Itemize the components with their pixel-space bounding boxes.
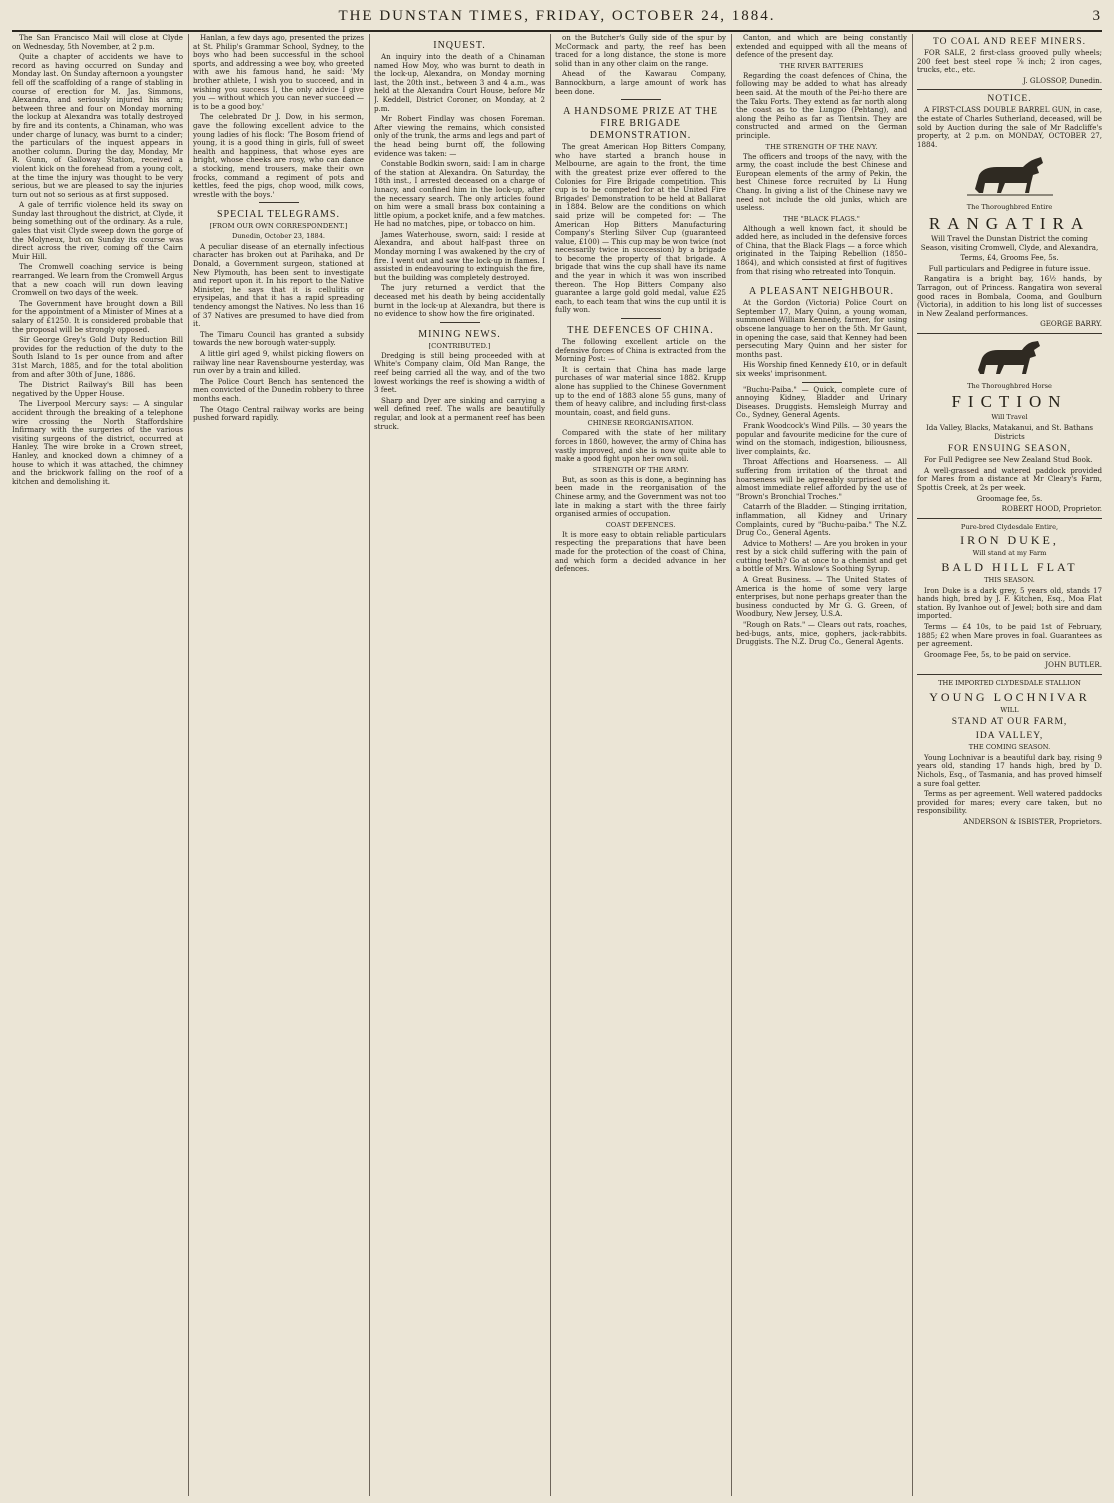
ad-fiction-stud: For Full Pedigree see New Zealand Stud Book. [924,455,1093,465]
ad-iron-duke-intro: Pure-bred Clydesdale Entire, [960,522,1059,531]
ad-fiction-text2: Ida Valley, Blacks, Matakanui, and St. Bathans Districts [925,423,1094,441]
article-paragraph: Dredging is still being proceeded with at White's Company claim, Old Man Range, the reef being carried all the way, and of the two lowest workings the reef is showing a width of 3 feet. [374,350,545,395]
ad-fiction-intro: The Thoroughbred Horse [967,381,1052,390]
divider [802,382,842,383]
article-paragraph: The Government have brought down a Bill for the appointment of a Minister of Mines at a salary of £1250. It is considered probable that the proposal will be strongly opposed. [12,298,183,334]
article-paragraph: Quite a chapter of accidents we have to record as having occurred on Sunday and Monday last. On Sunday afternoon a youngster fell off the scaffolding of a range of stabling in course of erection for M. Jas. Simmons, Alexandra, and seriously injured his arm; between three and four on Monday morning the lockup at Alexandra was totally destroyed by fire and its contents, a Chinaman, who was under charge of lunacy, was burnt to a cinder; the particulars of the inquest appears in another column. During the day, Monday, Mr R. Gunn, of Galloway Station, received a violent kick on the forehead from a young colt, at the time the injury was thought to be very serious, but we are pleased to say the injuries turn out not so serious as at first supposed. [12,52,183,199]
ad-lochnivar-text1: WILL [1000,705,1019,714]
heading-handsome-prize: A HANDSOME PRIZE AT THE FIRE BRIGADE DEMONSTRATION. [563,106,718,142]
article-paragraph: Compared with the state of her military forces in 1860, however, the army of China has vastly improved, and she is now quite able to make a good fight upon her own soil. [555,428,726,464]
ad-lochnivar-terms: Terms as per agreement. Well watered paddocks provided for mares; every care taken, but no responsibility. [917,789,1102,816]
ad-fiction-signature: ROBERT HOOD, Proprietor. [1001,504,1102,514]
article-paragraph: The Cromwell coaching service is being rearranged. We learn from the Cromwell Argus that a new coach will run down leaving Cromwell on two days of the week. [12,262,183,298]
divider [621,318,661,319]
article-paragraph: It is more easy to obtain reliable particulars respecting the preparations that have been made for the protection of the coast of China, and which form a decided advance in her defences. [555,529,726,574]
ad-rangatira-intro: The Thoroughbred Entire [966,203,1053,212]
article-paragraph: A little girl aged 9, whilst picking flowers on railway line near Ravensbourne yesterday, was run over by a train and killed. [193,349,364,376]
subheading: THE RIVER BATTERIES [779,61,864,70]
subheading: [CONTRIBUTED.] [428,341,491,350]
advert-paragraph: Advice to Mothers! — Are you broken in your rest by a sick child suffering with the pain of cutting teeth? Go at once to a chemist and get a bottle of Mrs. Winslow's Soothing Syrup. [736,538,907,574]
subheading: CHINESE REORGANISATION. [587,419,694,428]
dateline: Dunedin, October 23, 1884. [232,232,325,241]
article-paragraph: Constable Bodkin sworn, said: I am in charge of the station at Alexandra. On Saturday, the 18th inst., I arrested deceased on a charge of lunacy, and confined him in the lock-up, after the necessary search. The only articles found on him were a small brass box containing a little opium, a pocket knife, and a few matches. He had no matches, pipe, or tobacco on him. [374,159,545,229]
ad-iron-duke-fee: Groomage Fee, 5s, to be paid on service. [924,649,1071,659]
ad-lochnivar-intro: THE IMPORTED CLYDESDALE STALLION [938,678,1081,687]
article-paragraph: A gale of terrific violence held its sway on Sunday last throughout the district, at Clyde, it being something out of the ordinary. As a rule, gales that visit Clyde sweep down the gorge of the Molyneux, but on Sunday its course was direct across the river, coming off the Cairn Muir Hill. [12,200,183,261]
ad-iron-duke-place: BALD HILL FLAT [941,560,1078,574]
ad-iron-duke-signature: JOHN BUTLER. [1045,660,1102,670]
masthead [12,6,1102,32]
ad-fiction-paddock: A well-grassed and watered paddock provided for Mares from a distance at Mr Cleary's Farm, Spottis Creek, at 2s per week. [917,465,1102,493]
ad-fiction-text3: FOR ENSUING SEASON, [947,444,1072,455]
column-2 [193,34,364,1496]
divider [259,202,299,203]
article-paragraph: It is certain that China has made large purchases of war material since 1882. Krupp alone has supplied to the Chinese Government up to the end of 1883 alone 55 guns, many of them of heavy calibre, and including first-class mountain, coast, and field guns. [555,364,726,417]
heading-defences-of-china: THE DEFENCES OF CHINA. [567,325,714,337]
subheading: STRENGTH OF THE ARMY. [592,465,689,474]
advert-paragraph: Frank Woodcock's Wind Pills. — 30 years the popular and favourite medicine for the cure of wind on the stomach, indigestion, biliousness, liver complaints, &c. [736,420,907,456]
ad-rangatira-name: RANGATIRA [928,213,1091,233]
ad-rangatira-text: Will Travel the Dunstan District the coming Season, visiting Cromwell, Clyde, and Alexandra, [920,233,1099,252]
ad-iron-duke-terms: Terms — £4 10s, to be paid 1st of February, 1885; £2 when Mare proves in foal. Guarantees as per agreement. [917,621,1102,649]
column-divider [550,34,551,1496]
ad-lochnivar-signature: ANDERSON & ISBISTER, Proprietors. [963,816,1102,826]
ad-iron-duke-name: IRON DUKE, [960,533,1059,548]
ad-lochnivar-text4: THE COMING SEASON. [968,743,1051,752]
article-paragraph: Although a well known fact, it should be added here, as included in the defensive forces of China, that the Black Flags — a force which originated in the Taiping Rebellion (1850–1864), and which consisted at first of fugitives from that rising who retreated into Tonquin. [736,223,907,276]
notice-text: A FIRST-CLASS DOUBLE BARREL GUN, in case, the estate of Charles Sutherland, deceased, will be sold by Auction during the sale of Mr Radcliffe's property, at 2 p.m. on MONDAY, OCTOBER 27, 1884. [917,105,1102,149]
article-paragraph: Canton, and which are being constantly extended and equipped with all the means of defence of the present day. [736,34,907,60]
ad-coal-text: FOR SALE, 2 first-class grooved pully wheels; 200 feet best steel rope ⅞ inch; 2 iron cages, trucks, etc., etc. [917,48,1102,75]
advert-paragraph: "Buchu-Paiba." — Quick, complete cure of annoying Kidney, Bladder and Urinary Diseases. Druggists. Hemsleigh Murray and Co., Sydney, General Agents. [736,384,907,420]
article-paragraph: Ahead of the Kawarau Company, Bannockburn, a large amount of work has been done. [555,69,726,96]
ad-rangatira-terms: Terms, £4, Grooms Fee, 5s. [960,253,1059,263]
article-paragraph: But, as soon as this is done, a beginning has been made in the reorganisation of the Chinese army, and the Government was not too late in making a start with the three fairly organised armies of occupation. [555,474,726,519]
article-paragraph: Sharp and Dyer are sinking and carrying a well defined reef. The walls are beautifully regular, and look at a permanent reef has been struck. [374,395,545,431]
heading-special-telegrams: SPECIAL TELEGRAMS. [216,209,340,221]
column-5 [736,34,907,1496]
ad-lochnivar-name: YOUNG LOCHNIVAR [929,689,1090,704]
subheading: THE "BLACK FLAGS." [783,214,860,223]
column-divider [912,34,913,1496]
subheading: COAST DEFENCES. [605,520,676,529]
ad-lochnivar-desc: Young Lochnivar is a beautiful dark bay, rising 9 years old, standing 17 hands high, bred by D. Nichols, Esq., of Tasmania, and has proved himself a sure foal getter. [917,752,1102,788]
article-paragraph: James Waterhouse, sworn, said: I reside at Alexandra, and about half-past three on Monday morning I was awakened by the cry of fire. I went out and saw the lock-up in flames. I assisted in endeavouring to extinguish the fire, but the building was completely destroyed. [374,229,545,282]
article-paragraph: A peculiar disease of an eternally infectious character has broken out at Parihaka, and Dr Donald, a Government surgeon, stationed at New Plymouth, has been sent to investigate and report upon it. In his report to the Native Minister, he says that it is cellulitis or erysipelas, and that it has a rapid spreading tendency amongst the Natives. No less than 16 of 37 Natives are presumed to have died from it. [193,241,364,329]
masthead-title: THE DUNSTAN TIMES, FRIDAY, OCTOBER 24, 1884. [338,8,776,24]
advert-paragraph: Catarrh of the Bladder. — Stinging irritation, inflammation, all Kidney and Urinary Complaints, cured by "Buchu-paiba." The N.Z. Drug Co., General Agents. [736,502,907,538]
heading-mining-news: MINING NEWS. [418,328,501,340]
divider [917,333,1102,334]
ad-iron-duke-desc: Iron Duke is a dark grey, 5 years old, stands 17 hands high, bred by J. F. Kitchen, Esq., Moa Flat station. By Ivanhoe out of Jewel; both sire and dam imported. [917,585,1102,621]
article-paragraph: The Liverpool Mercury says: — A singular accident through the breaking of a telephone wire crossing the North Staffordshire Infirmary with the surgeries of the various visiting surgeons of the district, occurred at Hanley. The wire broke in a Crown street, Hanley, and knocked down a chimney of a house to which it was attached, the chimney and the brickwork falling on the roof of a kitchen and demolishing it. [12,399,183,486]
article-paragraph: Regarding the coast defences of China, the following may be added to what has already been said. At the mouth of the Pei-ho there are the Taku Forts. They extend as far north along the coast as to the Lungpo (Pehtang), and along the Peiho as far as Tientsin. They are constructed and armed on the German principle. [736,70,907,140]
ad-coal-title: TO COAL AND REEF MINERS. [932,37,1087,47]
column-divider [188,34,189,1496]
notice-heading: NOTICE. [987,94,1032,105]
column-4 [555,34,726,1496]
divider [621,99,661,100]
article-paragraph: The District Railway's Bill has been negatived by the Upper House. [12,380,183,398]
advert-paragraph: Throat Affections and Hoarseness. — All suffering from irritation of the throat and hoarseness will be agreeably surprised at the almost immediate relief afforded by the use of "Brown's Bronchial Troches." [736,457,907,501]
article-paragraph: on the Butcher's Gully side of the spur by McCormack and party, the reef has been traced for a long distance, the stone is more solid than in any other claim on the range. [555,34,726,68]
article-paragraph: Sir George Grey's Gold Duty Reduction Bill provides for the reduction of the duty to the South Island to 1s per ounce from and after 31st March, 1885, and for the total abolition from and after 30th of June, 1886. [12,335,183,379]
article-paragraph: The Police Court Bench has sentenced the men convicted of the Dunedin robbery to three months each. [193,376,364,403]
page-number: 3 [1092,8,1102,24]
divider [917,518,1102,519]
article-paragraph: The following excellent article on the defensive forces of China is extracted from the Morning Post: — [555,337,726,364]
ad-coal-signature: J. GLOSSOP, Dunedin. [1023,75,1102,85]
advert-paragraph: A Great Business. — The United States of America is the home of some very large enterprises, but none perhaps greater than the business conducted by Mr G. G. Green, of Woodbury, New Jersey, U.S.A. [736,575,907,619]
article-paragraph: The San Francisco Mail will close at Clyde on Wednesday, 5th November, at 2 p.m. [12,34,183,51]
article-paragraph: The Timaru Council has granted a subsidy towards the new borough water-supply. [193,329,364,348]
article-paragraph: His Worship fined Kennedy £10, or in default six weeks' imprisonment. [736,360,907,378]
divider [917,674,1102,675]
column-1 [12,34,183,1496]
heading-inquest: INQUEST. [433,40,486,51]
subheading: THE STRENGTH OF THE NAVY. [765,142,878,151]
ad-fiction-fee: Groomage fee, 5s. [976,493,1043,503]
article-paragraph: The officers and troops of the navy, with the army, the coast include the best Chinese and European elements of the army of Pekin, the best Chinese force recruited by Li Hung Chang. In giving a list of the Chinese navy we need not include the old junks, which are useless. [736,151,907,213]
ad-rangatira-signature: GEORGE BARRY. [1040,319,1102,329]
article-paragraph: The celebrated Dr J. Dow, in his sermon, gave the following excellent advice to the young ladies of his flock: 'The Bosom friend of young, it is a good thing in girls, full of sweet health and happiness, that whose eyes are bright, whose cheeks are rosy, who can dance a stocking, mend trousers, make their own frocks, command a regiment of pots and kettles, feed the pigs, chop wood, milk cows, wrestle with the boys.' [193,112,364,199]
advert-paragraph: "Rough on Rats." — Clears out rats, roaches, bed-bugs, ants, mice, gophers, jack-rabbits. Druggists. The N.Z. Drug Co., General Agents. [736,620,907,647]
subheading: [FROM OUR OWN CORRESPONDENT.] [209,222,348,231]
column-divider [731,34,732,1496]
ad-iron-duke-text1: Will stand at my Farm [972,549,1047,558]
horse-engraving-icon [965,153,1055,199]
ad-lochnivar-text2: STAND AT OUR FARM, [951,717,1068,728]
article-paragraph: The great American Hop Bitters Company, who have started a branch house in Melbourne, are again to the front, the time with the greatest prize ever offered to the Colonies for Fire Brigade competition. This cup is to be competed for at the United Fire Brigades' Demonstration to be held at Ballarat in 1884. Below are the conditions on which said prize will be competed for: — The American Hop Bitters Manufacturing Company's Sterling Silver Cup (guaranteed value, £100) — This cup may be won twice (not necessarily twice in succession) by a brigade to become the property of that brigade. A brigade that wins the cup shall have its name and the year in which it was won inscribed thereon. The Hop Bitters Company also guarantee a large gold gold medal, value £25 each, to each team that wins the cup until it is fully won. [555,142,726,315]
article-paragraph: The Otago Central railway works are being pushed forward rapidly. [193,404,364,423]
article-paragraph: Hanlan, a few days ago, presented the prizes at St. Philip's Grammar School, Sydney, to the boys who had been successful in the school sports, and addressing a wee boy, who greeted with awe his famous hand, he said: 'My brother athlete, I wish you to succeed, and in wishing you success I, the only advice I give you — without which you can never succeed — is to be a good boy.' [193,34,364,111]
article-paragraph: Mr Robert Findlay was chosen Foreman. After viewing the remains, which consisted only of the trunk, the arms and legs and part of the head being burnt off, the following evidence was taken: — [374,114,545,158]
article-paragraph: At the Gordon (Victoria) Police Court on September 17, Mary Quinn, a young woman, summoned William Kennedy, farmer, for using obscene language to her on the 5th. Mr Gaunt, in opening the case, said that Kenney had been persecuting Mary Quinn and her sister for months past. [736,298,907,359]
heading-pleasant-neighbour: A PLEASANT NEIGHBOUR. [749,286,894,298]
article-paragraph: An inquiry into the death of a Chinaman named How Moy, who was burnt to death in the lock-up, Alexandra, on Monday morning last, the 20th inst., between 3 and 4 a.m., was held at the Alexandra Court House, before Mr J. Keddell, District Coroner, on Monday, at 2 p.m. [374,52,545,113]
column-advertisements [917,34,1102,1496]
ad-fiction-name: FICTION [951,392,1068,412]
divider [802,279,842,280]
column-divider [369,34,370,1496]
article-paragraph: The jury returned a verdict that the deceased met his death by being accidentally burnt in the lock-up at Alexandra, but there is no evidence to show how the fire originated. [374,283,545,319]
column-3 [374,34,545,1496]
ad-rangatira-full: Full particulars and Pedigree in future issue. [928,263,1091,273]
horse-engraving-icon [970,338,1050,378]
ad-fiction-text1: Will Travel [991,413,1028,422]
ad-rangatira-pedigree: Rangatira is a bright bay, 16½ hands, by Tarragon, out of Princess. Rangatira won several good races in Bombala, Cooma, and Goulburn (Victoria), in addition to his long list of successes in New Zealand performances. [917,274,1102,318]
divider [440,322,480,323]
divider [917,89,1102,90]
ad-lochnivar-text3: IDA VALLEY, [975,731,1044,742]
ad-iron-duke-text2: THIS SEASON. [984,576,1035,584]
